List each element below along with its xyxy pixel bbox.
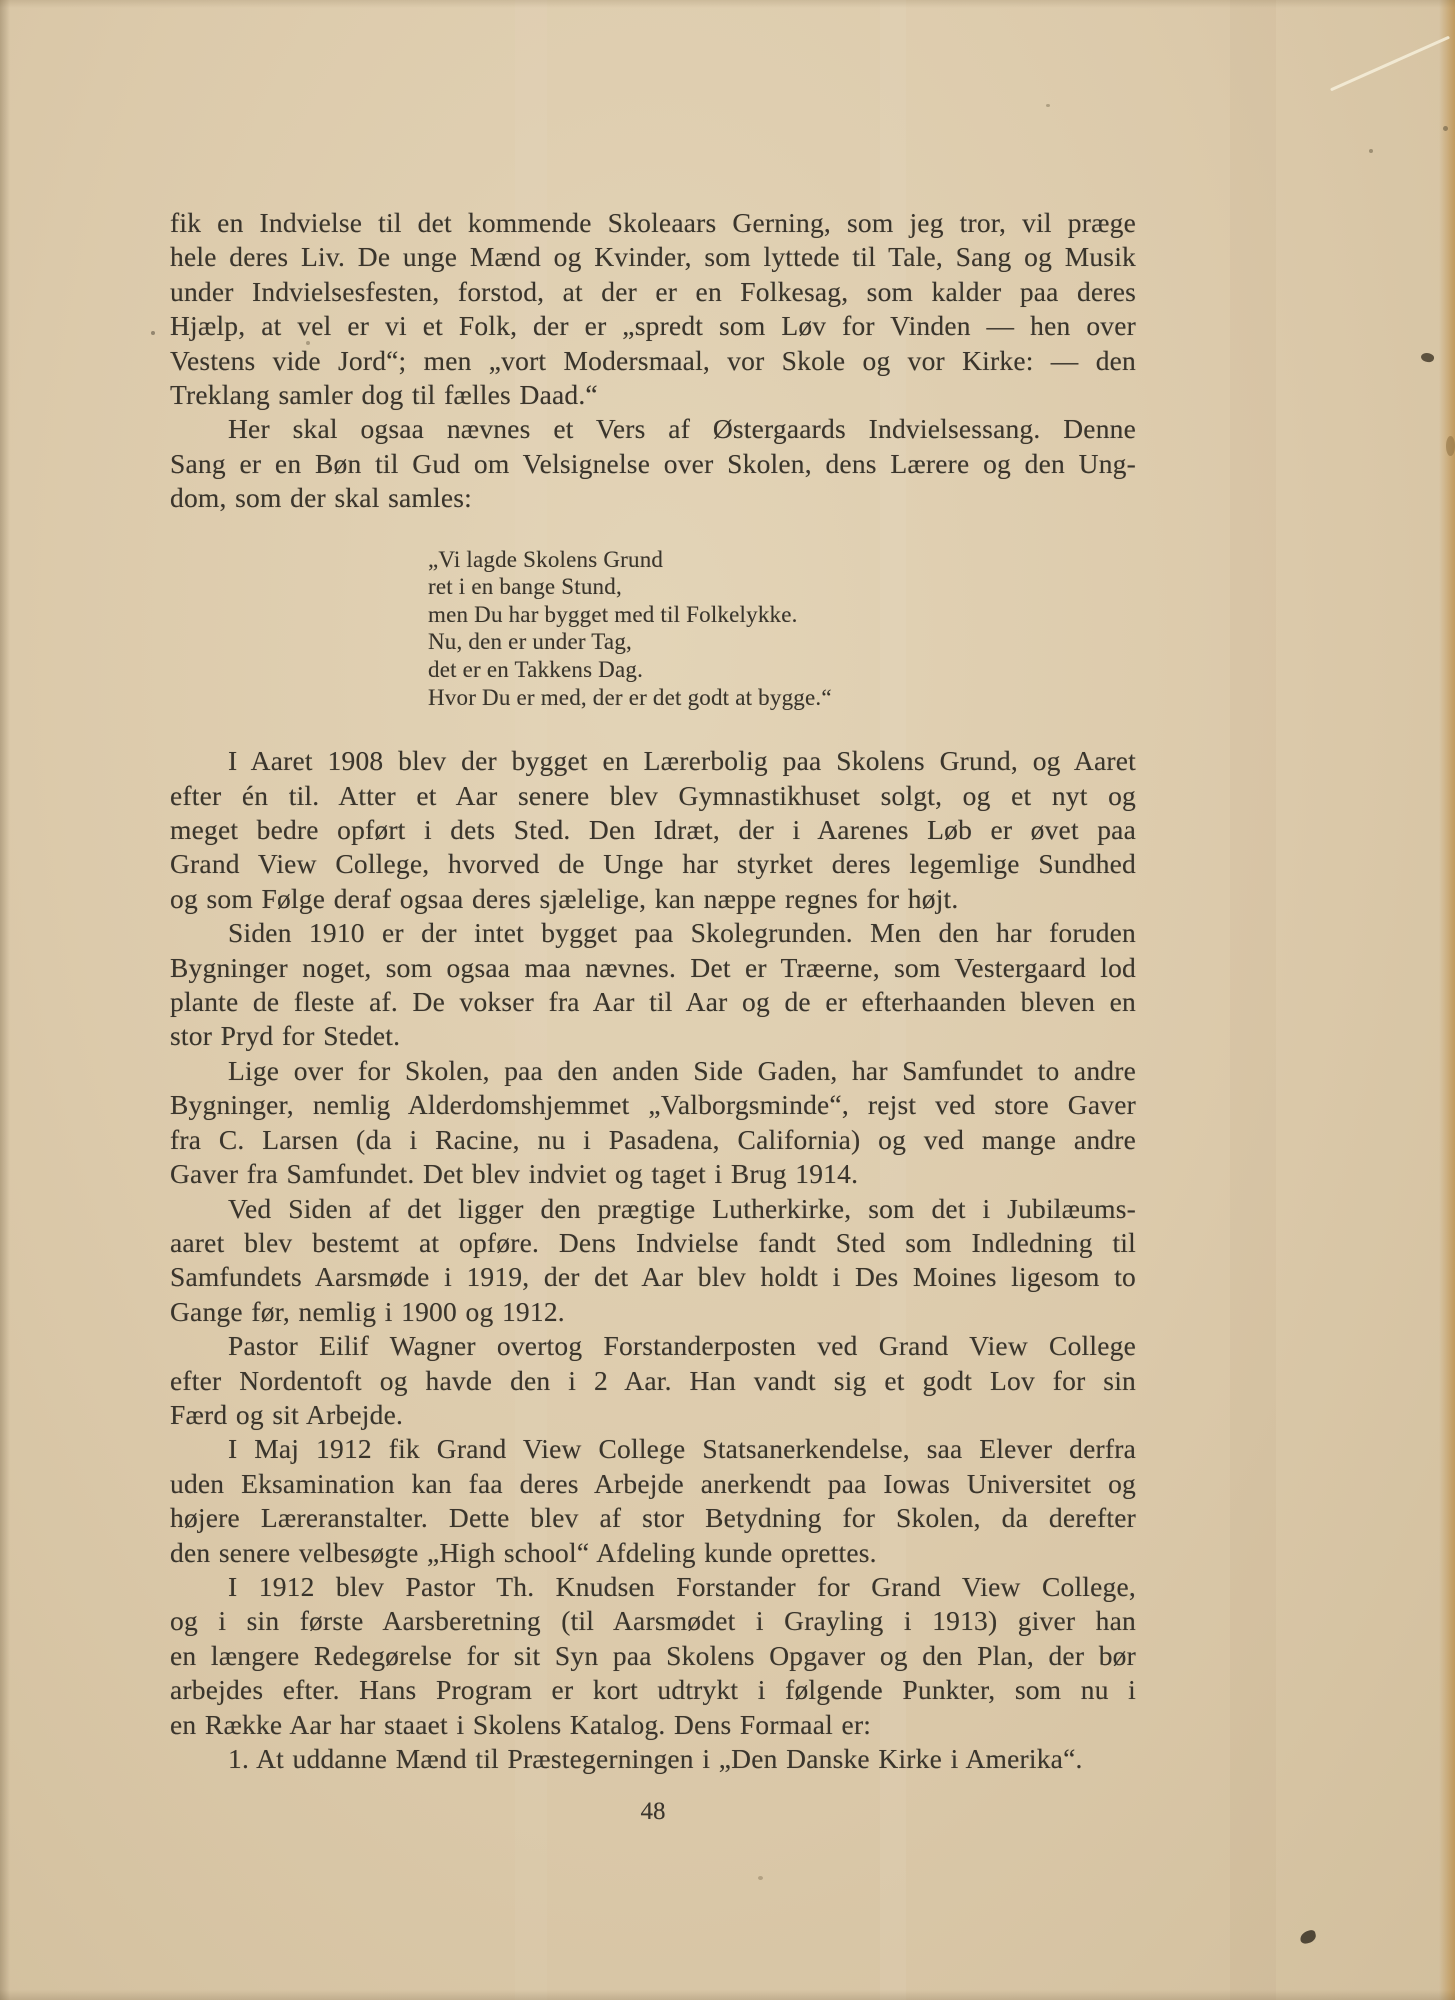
- text-line: Hjælp, at vel er vi et Folk, der er „spredt som Løv for Vinden — hen over: [170, 310, 1136, 342]
- paragraph: [170, 1329, 1136, 1432]
- text-line: Sang er en Bøn til Gud om Velsignelse over Skolen, dens Lærere og den Ung-: [170, 447, 1136, 479]
- text-line: og i sin første Aarsberetning (til Aarsmødet i Grayling i 1913) giver han: [170, 1605, 1136, 1637]
- text-line: uden Eksamination kan faa deres Arbejde anerkendt paa Iowas Universitet og: [170, 1467, 1136, 1499]
- text-line: I Aaret 1908 blev der bygget en Lærerbolig paa Skolens Grund, og Aaret: [228, 745, 1136, 777]
- text-line: Treklang samler dog til fælles Daad.“: [170, 379, 598, 411]
- text-line: I Maj 1912 fik Grand View College Statsanerkendelse, saa Elever derfra: [228, 1433, 1136, 1465]
- text-line: Grand View College, hvorved de Unge har styrket deres legemlige Sundhed: [170, 848, 1136, 880]
- text-line: Samfundets Aarsmøde i 1919, der det Aar blev holdt i Des Moines ligesom to: [170, 1261, 1136, 1293]
- text-line: Bygninger, nemlig Alderdomshjemmet „Valborgsminde“, rejst ved store Gaver: [170, 1089, 1136, 1121]
- paragraph: [170, 206, 1136, 412]
- text-line: stor Pryd for Stedet.: [170, 1020, 401, 1052]
- dust-speck: [151, 331, 155, 335]
- text-line: meget bedre opført i dets Sted. Den Idræt, der i Aarenes Løb er øvet paa: [170, 814, 1136, 846]
- text-line: Gange før, nemlig i 1900 og 1912.: [170, 1295, 565, 1327]
- text-line: Siden 1910 er der intet bygget paa Skolegrunden. Men den har foruden: [228, 917, 1136, 949]
- scan-edge-bottom: [0, 1990, 1455, 2000]
- text-line: arbejdes efter. Hans Program er kort udtrykt i følgende Punkter, som nu i: [170, 1674, 1136, 1706]
- paragraph: [170, 1742, 1136, 1776]
- ink-speck: [1420, 351, 1435, 364]
- ink-speck: [1299, 1929, 1317, 1945]
- text-line: plante de fleste af. De vokser fra Aar til Aar og de er efterhaanden bleven en: [170, 986, 1136, 1018]
- text-line: Bygninger noget, som ogsaa maa nævnes. Det er Træerne, som Vestergaard lod: [170, 951, 1136, 983]
- text-line: Her skal ogsaa nævnes et Vers af Østergaards Indvielsessang. Denne: [228, 413, 1136, 445]
- text-line: Færd og sit Arbejde.: [170, 1398, 404, 1430]
- paper-streak: [1230, 0, 1276, 2000]
- verse-line: det er en Takkens Dag.: [428, 657, 644, 683]
- dust-speck: [758, 1876, 763, 1880]
- paragraph: [170, 1054, 1136, 1192]
- text-block: [170, 206, 1136, 1826]
- text-line: Vestens vide Jord“; men „vort Modersmaal, vor Skole og vor Kirke: — den: [170, 344, 1136, 376]
- text-line: hele deres Liv. De unge Mænd og Kvinder, som lyttede til Tale, Sang og Musik: [170, 241, 1136, 273]
- paragraph: [170, 1192, 1136, 1330]
- text-line: fik en Indvielse til det kommende Skoleaars Gerning, som jeg tror, vil præge: [170, 207, 1136, 238]
- text-line: aaret blev bestemt at opføre. Dens Indvielse fandt Sted som Indledning til: [170, 1226, 1136, 1258]
- text-line: Pastor Eilif Wagner overtog Forstanderposten ved Grand View College: [228, 1330, 1136, 1362]
- dust-speck: [1369, 149, 1373, 153]
- text-line: 1. At uddanne Mænd til Præstegerningen i „Den Danske Kirke i Amerika“.: [228, 1743, 1083, 1774]
- text-line: I 1912 blev Pastor Th. Knudsen Forstander for Grand View College,: [228, 1570, 1136, 1602]
- text-line: Ved Siden af det ligger den prægtige Lutherkirke, som det i Jubilæums-: [228, 1192, 1136, 1224]
- paragraph: [170, 916, 1136, 1054]
- verse-line: men Du har bygget med til Folkelykke.: [428, 601, 798, 627]
- verse-line: ret i en bange Stund,: [428, 574, 622, 600]
- paper-scratch: [1330, 36, 1450, 92]
- text-line: fra C. Larsen (da i Racine, nu i Pasadena, California) og ved mange andre: [170, 1123, 1136, 1155]
- scan-edge-left: [0, 0, 10, 2000]
- paragraph: [170, 744, 1136, 916]
- text-line: en Række Aar har staaet i Skolens Katalog. Dens Formaal er:: [170, 1708, 872, 1740]
- ink-speck: [1446, 436, 1455, 456]
- verse-line: Nu, den er under Tag,: [428, 629, 632, 655]
- scan-edge-top: [0, 0, 1455, 8]
- text-line: under Indvielsesfesten, forstod, at der er en Folkesag, som kalder paa deres: [170, 275, 1136, 307]
- text-line: en længere Redegørelse for sit Syn paa Skolens Opgaver og den Plan, der bør: [170, 1639, 1136, 1671]
- text-line: den senere velbesøgte „High school“ Afdeling kunde oprettes.: [170, 1536, 877, 1568]
- paragraph: [170, 412, 1136, 515]
- text-line: og som Følge deraf ogsaa deres sjælelige, kan næppe regnes for højt.: [170, 882, 959, 914]
- text-line: dom, som der skal samles:: [170, 482, 473, 514]
- scan-edge-right: [1439, 0, 1455, 2000]
- verse-line: Hvor Du er med, der er det godt at bygge.“: [428, 684, 832, 710]
- dust-speck: [1046, 104, 1050, 107]
- page-number: 48: [640, 1798, 666, 1826]
- text-line: efter én til. Atter et Aar senere blev Gymnastikhuset solgt, og et nyt og: [170, 779, 1136, 811]
- text-line: Lige over for Skolen, paa den anden Side Gaden, har Samfundet to andre: [228, 1054, 1136, 1086]
- text-line: efter Nordentoft og havde den i 2 Aar. Han vandt sig et godt Lov for sin: [170, 1364, 1136, 1396]
- paragraph: [170, 1432, 1136, 1570]
- dust-speck: [1443, 126, 1448, 131]
- paragraph: [170, 1570, 1136, 1742]
- verse-block: [428, 546, 1136, 712]
- verse-line: „Vi lagde Skolens Grund: [428, 546, 664, 572]
- text-line: Gaver fra Samfundet. Det blev indviet og taget i Brug 1914.: [170, 1158, 859, 1190]
- text-line: højere Læreranstalter. Dette blev af stor Betydning for Skolen, da derefter: [170, 1502, 1136, 1534]
